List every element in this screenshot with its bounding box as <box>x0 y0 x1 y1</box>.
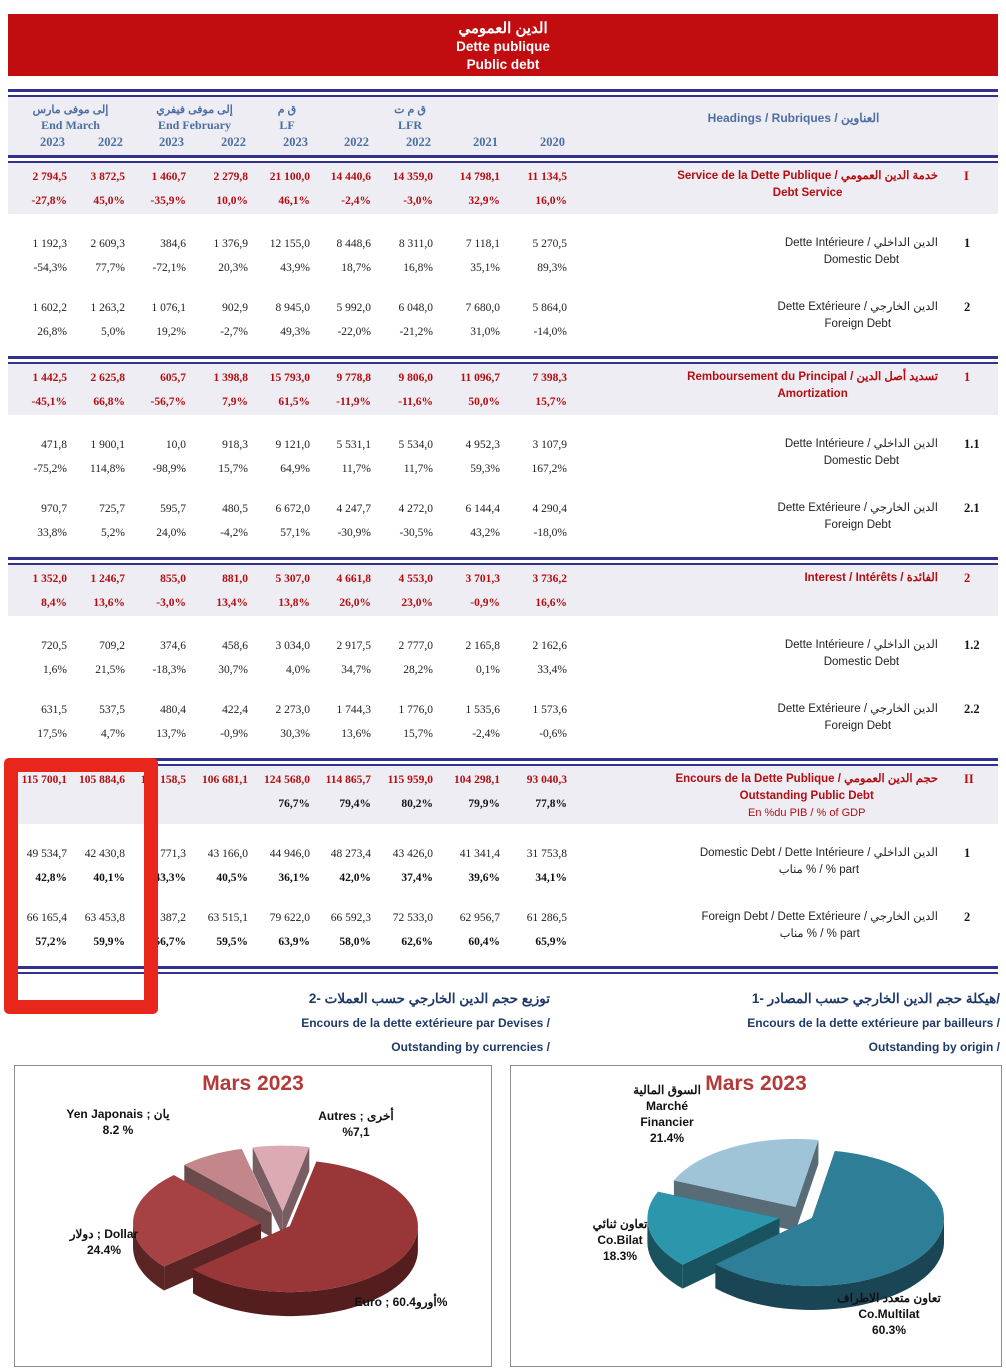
table-row <box>8 701 998 744</box>
value-cell: 48 273,4 42,0% <box>330 848 371 884</box>
year-col: 2023 <box>40 135 65 149</box>
row-heading: Service de la Dette Publique / خدمة الدين العمومي Debt Service <box>677 170 938 199</box>
page <box>0 14 1006 1337</box>
year-col: 2022 <box>221 135 246 149</box>
value-cell: 9 778,8 -11,9% <box>336 372 371 408</box>
table-row <box>8 299 998 342</box>
value-cell: 902,9 -2,7% <box>220 302 248 338</box>
value-cell: 31 753,8 34,1% <box>526 848 567 884</box>
row-number: 1 <box>964 370 971 384</box>
value-cell: 66 592,3 58,0% <box>330 912 371 948</box>
table-row <box>8 163 998 214</box>
value-cell: 1 744,3 13,6% <box>336 704 371 740</box>
value-cell: 49 534,7 42,8% <box>26 848 67 884</box>
value-cell: 43 426,0 37,4% <box>392 848 433 884</box>
row-number: 1 <box>964 236 971 250</box>
value-cell: 2 777,0 28,2% <box>398 640 433 676</box>
row-heading: Remboursement du Principal / تسديد أصل الدين Amortization <box>687 371 938 400</box>
value-cell: 1 398,8 7,9% <box>213 372 248 408</box>
top-rule <box>8 89 998 97</box>
value-cell: 42 430,8 40,1% <box>84 848 125 884</box>
value-cell: 1 460,7 -35,9% <box>150 171 186 207</box>
value-cell: 720,5 1,6% <box>41 640 67 676</box>
value-cell: 104 298,1 79,9% <box>454 774 500 810</box>
value-cell: 970,7 33,8% <box>37 503 67 539</box>
value-cell: 1 900,1 114,8% <box>89 439 125 475</box>
title-banner <box>8 14 998 76</box>
value-cell: 2 162,6 33,4% <box>532 640 567 676</box>
row-heading: Dette Extérieure / الدين الخارجي Foreign Debt <box>777 703 938 732</box>
pie-label-marche-financier: السوق المالية Marché Financier 21.4% <box>633 1083 701 1145</box>
table-row <box>8 235 998 278</box>
value-cell: 10,0 -98,9% <box>152 439 186 475</box>
pie-label-autres: Autres ; أخرى %7,1 <box>318 1109 394 1139</box>
table-body <box>8 163 998 974</box>
row-number: 1.1 <box>964 437 980 451</box>
value-cell: 3 736,2 16,6% <box>532 573 567 609</box>
row-heading: Dette Extérieure / الدين الخارجي Foreign Debt <box>777 301 938 330</box>
value-cell: 471,8 -75,2% <box>33 439 67 475</box>
value-cell: 66 165,4 57,2% <box>26 912 67 948</box>
value-cell: 15 793,0 61,5% <box>269 372 310 408</box>
value-cell: 4 290,4 -18,0% <box>532 503 567 539</box>
value-cell: 918,3 15,7% <box>218 439 248 475</box>
value-cell: 881,0 13,4% <box>216 573 248 609</box>
pie-label-euro: Euro ; أورو60.4% <box>354 1295 448 1309</box>
value-cell: 8 311,0 16,8% <box>398 238 433 274</box>
pie-label-dollar: دولار ; Dollar 24.4% <box>69 1227 139 1257</box>
table-row <box>8 500 998 543</box>
table-section <box>8 565 998 758</box>
headings-label: Headings / Rubriques / العناوين <box>707 111 880 125</box>
pie-label-yen: Yen Japonais ; يان 8.2 % <box>66 1107 170 1137</box>
section-divider <box>8 966 998 974</box>
value-cell: 4 661,8 26,0% <box>336 573 371 609</box>
value-cell: 5 534,0 11,7% <box>398 439 433 475</box>
value-cell: 115 959,0 80,2% <box>387 774 433 810</box>
table-row <box>8 637 998 680</box>
value-cell: 1 246,7 13,6% <box>90 573 125 609</box>
value-cell: 63 453,8 59,9% <box>84 912 125 948</box>
value-cell: 11 134,5 16,0% <box>527 171 567 207</box>
value-cell: 374,6 -18,3% <box>152 640 186 676</box>
table-row <box>8 845 998 888</box>
row-heading: Interest / Intérêts / الفائدة <box>804 572 938 584</box>
value-cell: 6 048,0 -21,2% <box>398 302 433 338</box>
pie-label-co-multilat: تعاون متعدد الاطراف Co.Multilat 60.3% <box>837 1291 941 1337</box>
title-arabic: الدين العمومي <box>458 20 548 37</box>
row-number: 2 <box>964 571 971 585</box>
value-cell: 61 286,5 65,9% <box>526 912 567 948</box>
value-cell: 117 158,5 <box>140 774 186 786</box>
value-cell: 93 040,3 77,8% <box>526 774 567 810</box>
table-section <box>8 163 998 356</box>
table-section <box>8 364 998 557</box>
origin-chart-heading: 1- هيكلة حجم الدين الخارجي حسب المصادر/ Encours de la dette extérieure par bailleurs / Outstanding by origin / <box>747 991 1000 1054</box>
value-cell: 1 776,0 15,7% <box>398 704 433 740</box>
value-cell: 2 609,3 77,7% <box>90 238 125 274</box>
value-cell: 44 946,0 36,1% <box>269 848 310 884</box>
value-cell: 41 341,4 39,6% <box>459 848 500 884</box>
chart-section-headers <box>0 987 1006 1061</box>
year-col: 2023 <box>283 135 308 149</box>
value-cell: 4 952,3 59,3% <box>465 439 500 475</box>
years-row <box>8 133 998 151</box>
value-cell: 5 992,0 -22,0% <box>336 302 371 338</box>
value-cell: 6 672,0 57,1% <box>275 503 310 539</box>
section-divider <box>8 356 998 364</box>
value-cell: 725,7 5,2% <box>99 503 125 539</box>
value-cell: 4 553,0 23,0% <box>398 573 433 609</box>
table-row <box>8 436 998 479</box>
row-number: 2.2 <box>964 702 980 716</box>
value-cell: 12 155,0 43,9% <box>269 238 310 274</box>
value-cell: 2 273,0 30,3% <box>275 704 310 740</box>
value-cell: 9 806,0 -11,6% <box>398 372 433 408</box>
year-col: 2021 <box>473 135 498 149</box>
value-cell: 480,4 13,7% <box>156 704 186 740</box>
row-heading: Dette Extérieure / الدين الخارجي Foreign Debt <box>777 502 938 531</box>
value-cell: 72 533,0 62,6% <box>392 912 433 948</box>
year-col: 2023 <box>159 135 184 149</box>
currencies-pie-chart <box>14 1065 492 1367</box>
value-cell: 1 535,6 -2,4% <box>465 704 500 740</box>
value-cell: 2 625,8 66,8% <box>90 372 125 408</box>
value-cell: 11 096,7 50,0% <box>460 372 500 408</box>
header-rule <box>8 155 998 163</box>
colgroup-end-march: إلى موفى مارس End March <box>32 104 109 132</box>
value-cell: 1 263,2 5,0% <box>90 302 125 338</box>
row-heading: Domestic Debt / Dette Intérieure / الدين الداخلي مناب % / % part <box>699 847 938 876</box>
currencies-chart-heading: 2- توزيع حجم الدين الخارجي حسب العملات Encours de la dette extérieure par Devises / Outstanding by currencies / <box>301 991 550 1054</box>
value-cell: 7 680,0 31,0% <box>465 302 500 338</box>
value-cell: 14 440,6 -2,4% <box>330 171 371 207</box>
year-col: 2020 <box>540 135 565 149</box>
value-cell: 79 622,0 63,9% <box>269 912 310 948</box>
value-cell: 3 701,3 -0,9% <box>465 573 500 609</box>
colgroup-lfr: ق م ت LFR <box>394 104 426 132</box>
value-cell: 14 359,0 -3,0% <box>392 171 433 207</box>
value-cell: 2 794,5 -27,8% <box>31 171 67 207</box>
table-row <box>8 766 998 824</box>
origin-pie-chart <box>510 1065 1002 1367</box>
value-cell: 1 376,9 20,3% <box>213 238 248 274</box>
value-cell: 537,5 4,7% <box>99 704 125 740</box>
year-col: 2022 <box>344 135 369 149</box>
value-cell: 5 270,5 89,3% <box>532 238 567 274</box>
title-english: Public debt <box>466 57 540 72</box>
value-cell: 66 387,2 56,7% <box>145 912 186 948</box>
row-number: 1 <box>964 846 971 860</box>
value-cell: 106 681,1 <box>202 774 248 786</box>
value-cell: 605,7 -56,7% <box>150 372 186 408</box>
value-cell: 50 771,3 43,3% <box>145 848 186 884</box>
row-number: 1.2 <box>964 638 980 652</box>
value-cell: 855,0 -3,0% <box>156 573 186 609</box>
value-cell: 1 442,5 -45,1% <box>31 372 67 408</box>
colgroup-lf: ق م LF <box>277 104 297 132</box>
value-cell: 3 107,9 167,2% <box>531 439 567 475</box>
value-cell: 5 864,0 -14,0% <box>532 302 567 338</box>
value-cell: 114 865,7 79,4% <box>325 774 371 810</box>
value-cell: 2 165,8 0,1% <box>465 640 500 676</box>
value-cell: 7 118,1 35,1% <box>465 238 500 274</box>
table-row <box>8 565 998 616</box>
value-cell: 43 166,0 40,5% <box>207 848 248 884</box>
value-cell: 1 076,1 19,2% <box>151 302 186 338</box>
value-cell: 2 917,5 34,7% <box>336 640 371 676</box>
value-cell: 5 531,1 11,7% <box>336 439 371 475</box>
value-cell: 1 573,6 -0,6% <box>532 704 567 740</box>
row-number: II <box>964 772 974 786</box>
row-heading: Dette Intérieure / الدين الداخلي Domestic Debt <box>784 639 938 668</box>
value-cell: 1 602,2 26,8% <box>32 302 67 338</box>
value-cell: 105 884,6 <box>79 774 125 786</box>
value-cell: 8 945,0 49,3% <box>275 302 310 338</box>
value-cell: 62 956,7 60,4% <box>459 912 500 948</box>
value-cell: 14 798,1 32,9% <box>459 171 500 207</box>
value-cell: 21 100,0 46,1% <box>269 171 310 207</box>
value-cell: 1 192,3 -54,3% <box>32 238 67 274</box>
table-row <box>8 909 998 952</box>
chart-title-left: Mars 2023 <box>202 1072 304 1095</box>
value-cell: 7 398,3 15,7% <box>532 372 567 408</box>
title-french: Dette publique <box>456 39 550 54</box>
value-cell: 115 700,1 <box>21 774 67 786</box>
value-cell: 3 872,5 45,0% <box>90 171 125 207</box>
value-cell: 595,7 24,0% <box>156 503 186 539</box>
value-cell: 3 034,0 4,0% <box>275 640 310 676</box>
row-heading: Dette Intérieure / الدين الداخلي Domestic Debt <box>784 438 938 467</box>
row-number: 2 <box>964 910 971 924</box>
value-cell: 8 448,6 18,7% <box>336 238 371 274</box>
table-header <box>8 97 998 155</box>
debt-table <box>8 89 998 974</box>
value-cell: 1 352,0 8,4% <box>32 573 67 609</box>
year-col: 2022 <box>98 135 123 149</box>
value-cell: 5 307,0 13,8% <box>275 573 310 609</box>
value-cell: 124 568,0 76,7% <box>264 774 310 810</box>
value-cell: 4 247,7 -30,9% <box>336 503 371 539</box>
row-number: 2 <box>964 300 971 314</box>
value-cell: 384,6 -72,1% <box>152 238 186 274</box>
value-cell: 631,5 17,5% <box>37 704 67 740</box>
pie-label-co-bilat: تعاون ثنائي Co.Bilat 18.3% <box>592 1217 648 1263</box>
chart-title-right: Mars 2023 <box>705 1072 807 1095</box>
table-section <box>8 766 998 966</box>
value-cell: 63 515,1 59,5% <box>207 912 248 948</box>
year-col: 2022 <box>406 135 431 149</box>
value-cell: 6 144,4 43,2% <box>465 503 500 539</box>
colgroup-end-february: إلى موفى فيفري End February <box>156 104 233 132</box>
value-cell: 480,5 -4,2% <box>220 503 248 539</box>
table-row <box>8 364 998 415</box>
section-divider <box>8 557 998 565</box>
value-cell: 9 121,0 64,9% <box>275 439 310 475</box>
value-cell: 2 279,8 10,0% <box>213 171 248 207</box>
row-heading: Dette Intérieure / الدين الداخلي Domestic Debt <box>784 237 938 266</box>
row-number: 2.1 <box>964 501 980 515</box>
value-cell: 458,6 30,7% <box>218 640 248 676</box>
section-divider <box>8 758 998 766</box>
value-cell: 4 272,0 -30,5% <box>398 503 433 539</box>
row-heading: Encours de la Dette Publique / حجم الدين العمومي Outstanding Public Debt En %du PIB / % of GDP <box>675 773 938 819</box>
charts-area <box>14 1065 1006 1367</box>
value-cell: 709,2 21,5% <box>95 640 125 676</box>
value-cell: 422,4 -0,9% <box>220 704 248 740</box>
row-heading: Foreign Debt / Dette Extérieure / الدين الخارجي مناب % / % part <box>701 911 938 940</box>
row-number: I <box>964 169 969 183</box>
